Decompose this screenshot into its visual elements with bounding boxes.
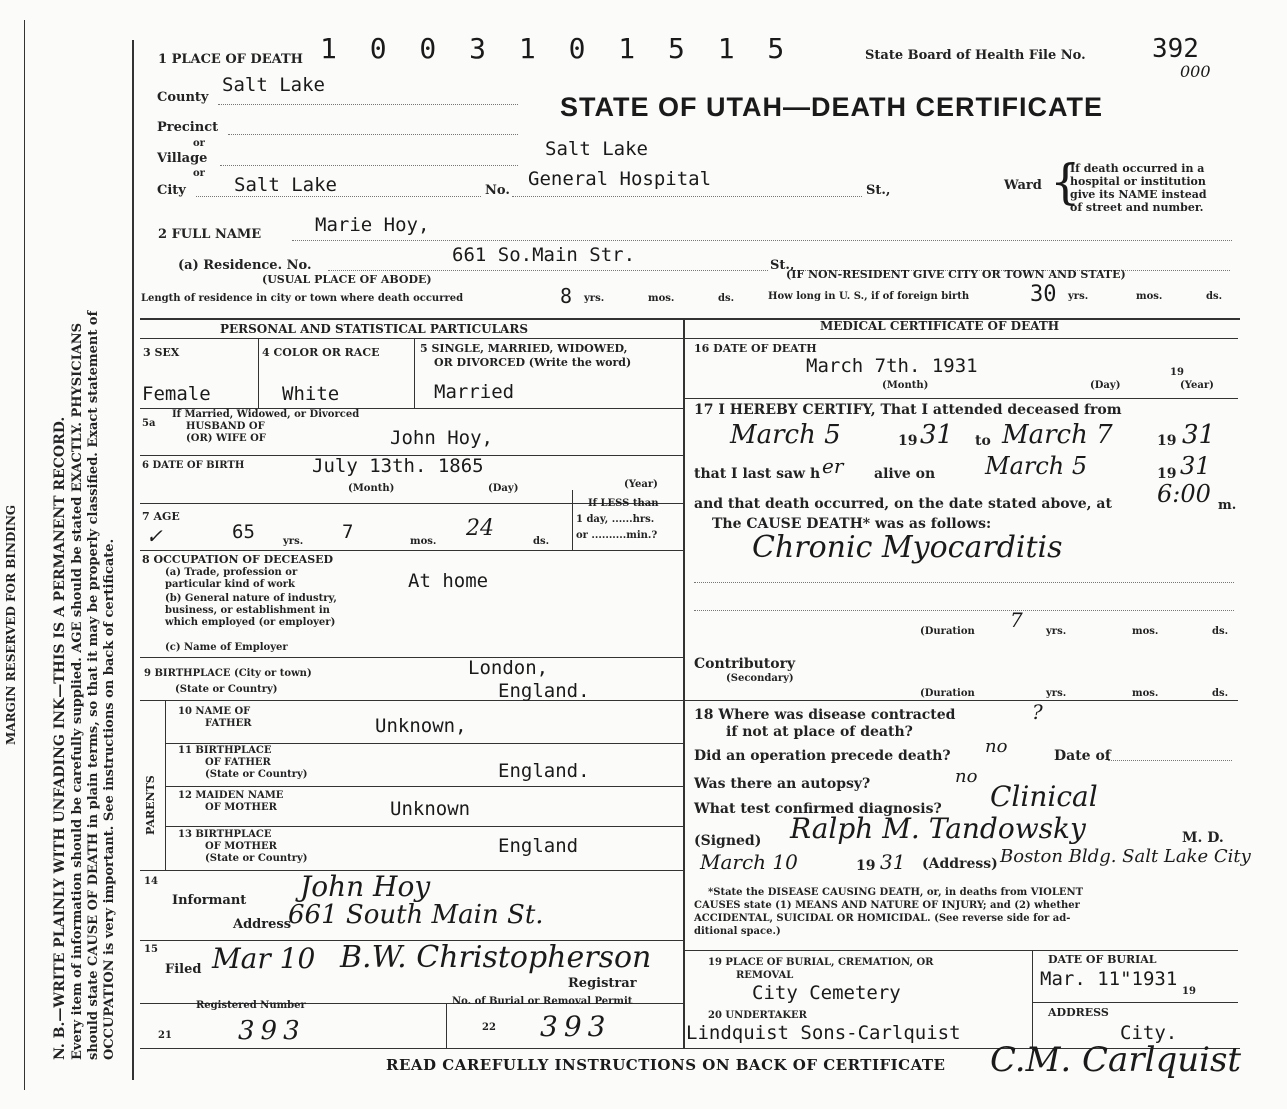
registrar-label: Registrar	[568, 976, 637, 991]
test-value: Clinical	[990, 780, 1098, 813]
informant-signature: John Hoy	[300, 870, 431, 903]
operation-label: Did an operation precede death?	[694, 748, 951, 764]
place-of-death-label: 1 PLACE OF DEATH	[158, 52, 303, 67]
nb-instruction-2: Every item of information should be carefully supplied. AGE should be stated EXACTLY. PHYSICIANS	[70, 322, 85, 1060]
document-number: 1 0 0 3 1 0 1 5 1 5	[320, 32, 793, 65]
state-file-sub: 000	[1180, 62, 1211, 81]
signed-year: 31	[880, 850, 906, 874]
full-name-label: 2 FULL NAME	[158, 227, 262, 242]
date-of-death-label: 16 DATE OF DEATH	[694, 342, 817, 355]
burial-date-label: DATE OF BURIAL	[1048, 953, 1157, 966]
undertaker-address: City.	[1120, 1022, 1178, 1044]
undertaker-name: Lindquist Sons-Carlquist	[686, 1022, 961, 1044]
registered-number-label: Registered Number	[196, 1000, 306, 1011]
cause-label: The CAUSE DEATH* was as follows:	[712, 516, 992, 532]
test-label: What test confirmed diagnosis?	[694, 801, 942, 817]
father-birthplace: England.	[498, 760, 590, 782]
dob-label: 6 DATE OF BIRTH	[142, 460, 245, 471]
attended-from: March 5	[730, 420, 841, 450]
us-residence-label: How long in U. S., if of foreign birth	[768, 291, 970, 302]
full-name-value: Marie Hoy,	[315, 214, 430, 236]
hospital-line-1: Salt Lake	[545, 138, 648, 160]
attended-to-year: 31	[1182, 420, 1216, 450]
mother-birthplace: England	[498, 835, 579, 857]
age-months: 7	[342, 521, 354, 543]
informant-address-label: Address	[233, 917, 292, 932]
sex-label: 3 SEX	[143, 346, 180, 359]
marital-label: 5 SINGLE, MARRIED, WIDOWED,	[420, 342, 628, 355]
parents-label: PARENTS	[144, 775, 157, 835]
autopsy-label: Was there an autopsy?	[694, 776, 871, 792]
village-label: Village	[157, 151, 208, 166]
dob-value: July 13th. 1865	[312, 455, 484, 477]
county-value: Salt Lake	[222, 74, 325, 96]
color-value: White	[282, 383, 340, 405]
section-divider	[140, 318, 1240, 320]
city-value: Salt Lake	[234, 174, 337, 196]
age-label: 7 AGE	[142, 510, 180, 523]
marital-value: Married	[434, 381, 515, 403]
spouse-value: John Hoy,	[390, 427, 493, 449]
autopsy-value: no	[955, 766, 978, 787]
contributory-label: Contributory	[694, 656, 796, 672]
length-residence-value: 8	[560, 284, 573, 308]
operation-value: no	[985, 736, 1008, 757]
nb-instruction-1: N. B.—WRITE PLAINLY WITH UNFADING INK—THIS IS A PERMANENT RECORD.	[52, 416, 68, 1060]
burial-date: Mar. 11"1931	[1040, 968, 1178, 990]
filed-date: Mar 10	[212, 942, 316, 975]
spouse-label: If Married, Widowed, or Divorced	[172, 409, 360, 420]
city-label: City	[157, 183, 186, 198]
registrar-signature: B.W. Christopherson	[340, 940, 652, 975]
state-file-label: State Board of Health File No.	[865, 48, 1086, 63]
contracted-label: 18 Where was disease contracted	[694, 707, 956, 723]
burial-place: City Cemetery	[752, 982, 901, 1004]
outer-border	[24, 20, 25, 1090]
occupation-label: 8 OCCUPATION OF DECEASED	[142, 553, 334, 566]
county-label: County	[157, 90, 209, 105]
binding-margin-text: MARGIN RESERVED FOR BINDING	[4, 504, 18, 745]
informant-address: 661 South Main St.	[288, 900, 544, 930]
birthplace-city: London,	[468, 657, 549, 679]
medical-header: MEDICAL CERTIFICATE OF DEATH	[820, 319, 1060, 333]
age-days: 24	[466, 516, 494, 541]
hospital-line-2: General Hospital	[528, 168, 712, 190]
mother-name: Unknown	[390, 798, 471, 820]
state-file-number: 392	[1152, 34, 1199, 64]
attended-from-year: 31	[920, 420, 954, 450]
us-residence-value: 30	[1030, 282, 1057, 307]
certificate-title: STATE OF UTAH—DEATH CERTIFICATE	[560, 92, 1103, 122]
center-divider	[683, 318, 685, 1048]
attended-to: March 7	[1002, 420, 1113, 450]
duration-years: 7	[1010, 608, 1023, 632]
informant-label: Informant	[172, 893, 247, 908]
burial-permit-number: 393	[540, 1010, 612, 1043]
burial-place-label: 19 PLACE OF BURIAL, CREMATION, OR	[708, 957, 934, 968]
nb-instruction-4: OCCUPATION is very important. See instructions on back of certificate.	[102, 538, 117, 1060]
last-seen-year: 31	[1180, 452, 1211, 480]
occupation-value: At home	[408, 570, 489, 592]
sex-value: Female	[142, 383, 211, 405]
left-border	[132, 40, 134, 1080]
certify-label: 17 I HEREBY CERTIFY, That I attended deceased from	[694, 402, 1122, 418]
birthplace-country: England.	[498, 680, 590, 702]
date-of-death-value: March 7th. 1931	[806, 355, 978, 377]
age-years: 65	[232, 521, 255, 543]
undertaker-address-label: ADDRESS	[1048, 1006, 1109, 1019]
death-certificate: MARGIN RESERVED FOR BINDING N. B.—WRITE PLAINLY WITH UNFADING INK—THIS IS A PERMANENT RECORD. Every item of information should be carefully supplied. AGE should be stated EXACTLY. PHYSICIANS should state CAUSE OF DEATH in plain terms, so that it may be properly classified. Exact statement of OCCUPATION is very important. See instructions on back of certificate. 1 PLACE OF DEATH 1 0 0 3 1 0 1 5 1 5 State Board of Health File No. 392 000 STATE OF UTAH—DEATH CERTIFICATE County Salt Lake Precinct or Village or City Salt Lake No. Salt Lake General Hospital St., Ward { If death occurred in a hospital or institution give its NAME instead of street and number. 2 FULL NAME Marie Hoy, (a) Residence. No. 661 So.Main Str. St., (USUAL PLACE OF ABODE) (IF NON-RESIDENT GIVE CITY OR TOWN AND STATE) Length of residence in city or town where death occurred 8 yrs. mos. ds. How long in U. S., if of foreign birth 30 yrs. mos. ds. PERSONAL AND STATISTICAL PARTICULARS 3 SEX Female 4 COLOR OR RACE White 5 SINGLE, MARRIED, WIDOWED, OR DIVORCED (Write the word) Married 5a If Married, Widowed, or Divorced HUSBAND OF (OR) WIFE OF John Hoy, 6 DATE OF BIRTH July 13th. 1865 (Month) (Day) (Year) 7 AGE ✓ 65 yrs. 7 mos. 24 ds. If LESS than 1 day, ......hrs. or ..........min.? 8 OCCUPATION OF DECEASED (a) Trade, profession or particular kind of work (b) General nature of industry, business, or establishment in which employed (or employer) At home (c) Name of Employer 9 BIRTHPLACE (City or town) (State or Country) London, England. PARENTS 10 NAME OF FATHER Unknown, 11 BIRTHPLACE OF FATHER (State or Country) England. 12 MAIDEN NAME OF MOTHER Unknown 13 BIRTHPLACE OF MOTHER (State or Country) England 14 Informant John Hoy Address 661 South Main St. 15 Filed Mar 10 B.W. Christopherson Registrar MEDICAL CERTIFICATE OF DEATH 16 DATE OF DEATH March 7th. 1931 19 (Month) (Day) (Year) 17 I HEREBY CERTIFY, That I attended deceased from March 5 19 31 to March 7 19 31 that I last saw h er alive on March 5 19 31 and that death occurred, on the date stated above, at 6:00 m. The CAUSE DEATH* was as follows: Chronic Myocarditis (Duration 7 yrs. mos. ds. Contributory (Secondary) (Duration yrs. mos. ds. 18 Where was disease contracted ? if not at place of death? Did an operation precede death? no Date of Was there an autopsy? no What test confirmed diagnosis? Clinical (Signed) Ralph M. Tandowsky M. D. March 10 19 31 (Address) Boston Bldg. Salt Lake City *State the DISEASE CAUSING DEATH, or, in deaths from VIOLENT CAUSES state (1) MEANS AND NATURE OF INJURY; and (2) whether ACCIDENTAL, SUICIDAL OR HOMICIDAL. (See reverse side for ad- ditional space.) 19 PLACE OF BURIAL, CREMATION, OR REMOVAL City Cemetery DATE OF BURIAL Mar. 11"1931 19 20 UNDERTAKER Lindquist Sons-Carlquist ADDRESS City. Registered Number 21 393 No. of Burial or Removal Permit 22 393 READ CAREFULLY INSTRUCTIONS ON BACK OF CERTIFICATE C.M. Carlquist	[0, 0, 1287, 1109]
last-seen-alive: March 5	[985, 452, 1088, 480]
contracted-value: ?	[1032, 700, 1043, 724]
birthplace-label: 9 BIRTHPLACE (City or town)	[144, 668, 312, 679]
residence-value: 661 So.Main Str.	[452, 244, 636, 266]
filed-label: Filed	[165, 962, 202, 977]
footer-instructions: READ CAREFULLY INSTRUCTIONS ON BACK OF CERTIFICATE	[386, 1056, 946, 1074]
physician-signature: Ralph M. Tandowsky	[790, 812, 1086, 845]
physician-address: Boston Bldg. Salt Lake City	[1000, 846, 1251, 867]
undertaker-label: 20 UNDERTAKER	[708, 1010, 807, 1021]
cause-of-death: Chronic Myocarditis	[752, 530, 1063, 565]
signed-label: (Signed)	[694, 833, 762, 849]
burial-permit-label: No. of Burial or Removal Permit	[452, 996, 633, 1007]
father-name: Unknown,	[375, 715, 467, 737]
nb-instruction-3: should state CAUSE OF DEATH in plain terms, so that it may be properly classified. Exact statement of	[86, 310, 101, 1060]
registered-number: 393	[238, 1016, 306, 1046]
length-residence-label: Length of residence in city or town where death occurred	[141, 293, 464, 304]
personal-header: PERSONAL AND STATISTICAL PARTICULARS	[220, 322, 529, 336]
death-time: 6:00	[1157, 480, 1211, 508]
residence-label: (a) Residence. No.	[178, 258, 312, 273]
mother-label: OF MOTHER	[205, 802, 277, 813]
color-label: 4 COLOR OR RACE	[262, 346, 380, 359]
ward-label: Ward	[1004, 178, 1042, 193]
street-no-label: No.	[485, 183, 510, 198]
father-label: FATHER	[205, 718, 252, 729]
cause-note: *State the DISEASE CAUSING DEATH, or, in deaths from VIOLENT	[708, 887, 1084, 898]
undertaker-signature: C.M. Carlquist	[990, 1040, 1242, 1080]
precinct-label: Precinct	[157, 120, 219, 135]
signed-date: March 10	[700, 850, 798, 874]
